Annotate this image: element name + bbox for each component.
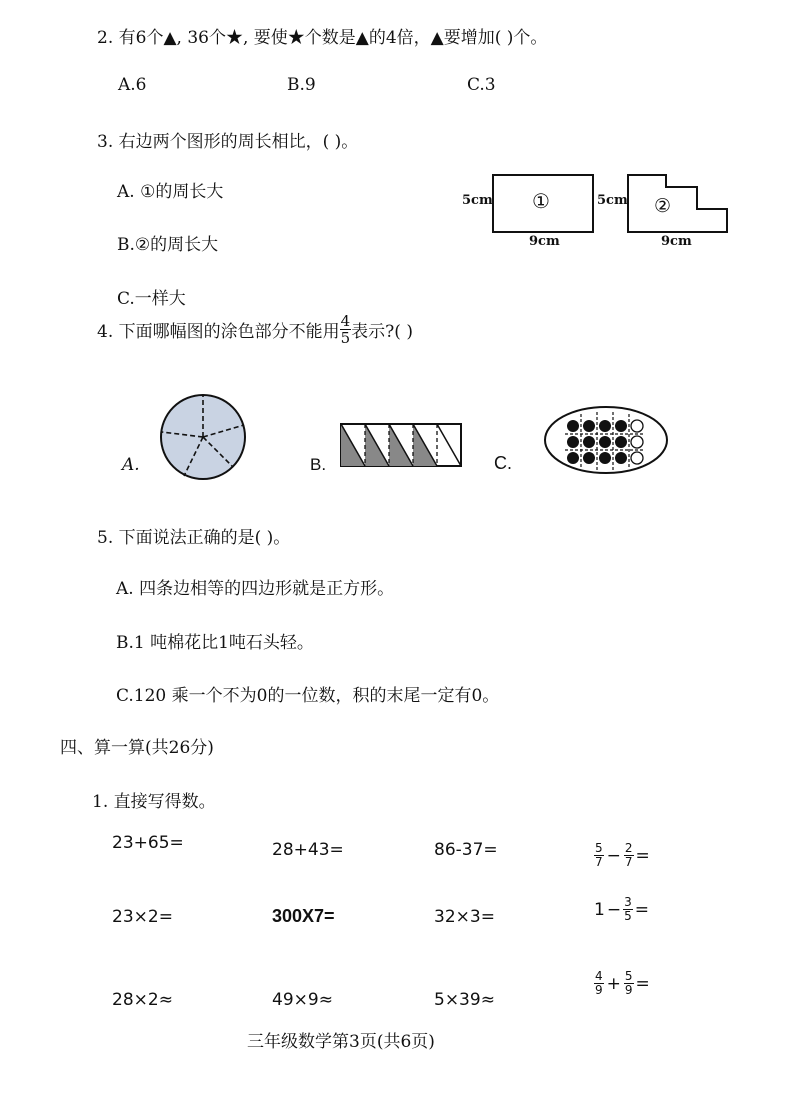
q3-option-b[interactable]: B.②的周长大	[117, 235, 219, 255]
question-4-text	[97, 313, 413, 346]
calc-r1-c4	[594, 842, 650, 869]
question-5-text: 5. 下面说法正确的是( )。	[97, 528, 291, 548]
denominator: 7	[624, 855, 633, 869]
subquestion-1-title: 1. 直接写得数。	[92, 792, 216, 812]
calc-r1-c2: 28+43=	[272, 840, 344, 860]
shape1-width-label: 9cm	[529, 234, 560, 249]
numerator: 5	[624, 969, 633, 983]
equals-sign: =	[635, 845, 650, 866]
q5-option-a[interactable]: A. 四条边相等的四边形就是正方形。	[116, 579, 395, 599]
operator: −	[606, 899, 622, 920]
q2-option-b[interactable]: B.9	[287, 75, 316, 95]
triangles-figure	[338, 421, 464, 471]
calc-r3-c2: 49×9≈	[272, 990, 333, 1010]
calc-r2-c3: 32×3=	[434, 907, 495, 927]
q4-fraction-denominator: 5	[340, 329, 351, 347]
q4-option-a-label[interactable]: A.	[122, 455, 140, 475]
shape2-width-label: 9cm	[661, 234, 692, 249]
calc-r2-c2: 300X7=	[272, 906, 335, 926]
q5-option-c[interactable]: C.120 乘一个不为0的一位数，积的末尾一定有0。	[116, 686, 500, 706]
q2-option-c[interactable]: C.3	[467, 75, 496, 95]
q4-fraction	[340, 313, 352, 346]
q4-option-c-label[interactable]: C.	[494, 453, 512, 473]
section-4-title: 四、算一算(共26分)	[60, 738, 214, 758]
perimeter-figure	[460, 165, 740, 260]
step-shape-2	[628, 175, 727, 232]
shape2-height-label: 5cm	[597, 193, 628, 208]
q3-option-c[interactable]: C.一样大	[117, 289, 186, 309]
question-3-text: 3. 右边两个图形的周长相比，( )。	[97, 132, 359, 152]
fraction	[623, 896, 633, 923]
fraction	[594, 970, 604, 997]
page-footer: 三年级数学第3页(共6页)	[247, 1032, 435, 1052]
calc-r2-c4	[594, 896, 649, 923]
q4-text-before: 4. 下面哪幅图的涂色部分不能用	[97, 322, 340, 342]
calc-r3-c4	[594, 970, 650, 997]
equals-sign: =	[635, 973, 650, 994]
shape2-number-label: ②	[654, 195, 672, 217]
fraction	[594, 842, 604, 869]
denominator: 9	[595, 983, 603, 997]
numerator: 5	[595, 841, 603, 855]
equals-sign: =	[634, 899, 649, 920]
whole-number: 1	[594, 899, 605, 920]
numerator: 4	[595, 969, 603, 983]
denominator: 7	[595, 855, 603, 869]
denominator: 9	[624, 983, 633, 997]
denominator: 5	[624, 909, 632, 923]
calc-r3-c1: 28×2≈	[112, 990, 173, 1010]
numerator: 2	[624, 841, 633, 855]
q2-option-a[interactable]: A.6	[118, 75, 147, 95]
fraction	[624, 842, 634, 869]
operator: +	[606, 973, 621, 994]
calc-r1-c1: 23+65=	[112, 833, 184, 853]
operator: −	[606, 845, 621, 866]
q4-fraction-numerator: 4	[340, 312, 351, 330]
question-2-text: 2. 有6个▲, 36个★, 要使★个数是▲的4倍，▲要增加( )个。	[97, 28, 548, 48]
calc-r2-c1: 23×2=	[112, 907, 173, 927]
fraction	[624, 970, 634, 997]
calc-r3-c3: 5×39≈	[434, 990, 495, 1010]
apples-figure	[543, 404, 671, 478]
q4-text-after: 表示?( )	[351, 322, 413, 342]
numerator: 3	[624, 895, 632, 909]
shape1-number-label: ①	[532, 189, 550, 213]
q4-option-b-label[interactable]: B.	[310, 455, 327, 474]
circle-figure	[154, 392, 254, 482]
q5-option-b[interactable]: B.1 吨棉花比1吨石头轻。	[116, 633, 314, 653]
calc-r1-c3: 86-37=	[434, 840, 498, 860]
q3-option-a[interactable]: A. ①的周长大	[117, 182, 224, 202]
shape1-height-label: 5cm	[462, 193, 493, 208]
